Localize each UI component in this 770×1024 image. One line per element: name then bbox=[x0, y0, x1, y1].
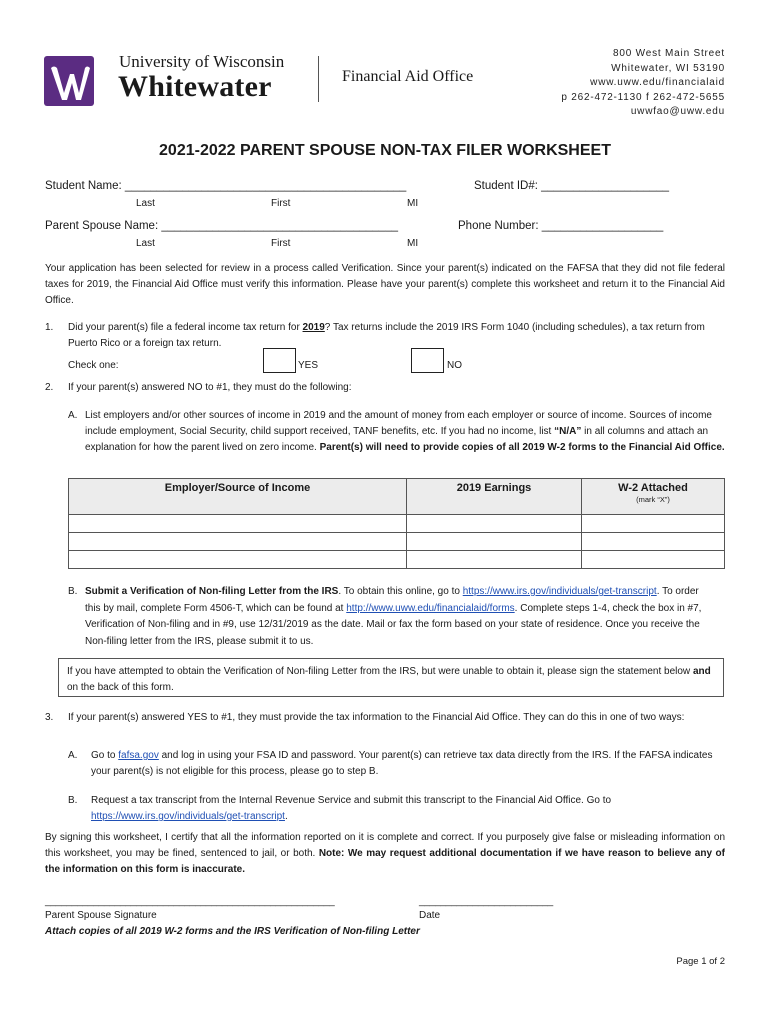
label-mi: MI bbox=[407, 238, 419, 249]
w2-cell[interactable] bbox=[582, 551, 725, 569]
university-name-line2: Whitewater bbox=[118, 70, 272, 103]
col-earnings: 2019 Earnings bbox=[407, 479, 582, 515]
address-line: p 262-472-1130 f 262-472-5655 bbox=[561, 91, 725, 103]
label-last: Last bbox=[136, 238, 155, 249]
table-row bbox=[69, 515, 725, 533]
note-and: and bbox=[692, 666, 711, 677]
table-row bbox=[69, 533, 725, 551]
address-line: uwwfao@uww.edu bbox=[630, 106, 725, 117]
earnings-cell[interactable] bbox=[407, 533, 582, 551]
q2-a-text2: in all columns and attach an explanation for how the parent lived on zero income. bbox=[85, 426, 709, 453]
certify-note: Note: We may request additional documentation if we have reason to believe any of the information on this form is inaccurate. bbox=[45, 848, 725, 875]
q3-a-text2: and log in using your FSA ID and password. Your parent(s) can retrieve tax data directly from the IRS. If the FAFSA indicates your parent(s) is not eligible for this process, please go to step B. bbox=[91, 750, 713, 777]
q1-text-b: ? Tax returns include the 2019 IRS Form 1040 (including schedules), a tax return from Puerto Rico or a foreign tax return. bbox=[68, 322, 705, 349]
attach-instruction: Attach copies of all 2019 W-2 forms and the IRS Verification of Non-filing Letter bbox=[45, 926, 420, 937]
col-employer: Employer/Source of Income bbox=[69, 479, 407, 515]
q2-b-text2: . To order this by mail, complete Form 4506-T, which can be found at bbox=[85, 586, 699, 614]
check-one-label: Check one: bbox=[68, 360, 119, 371]
q2-text: If your parent(s) answered NO to #1, they must do the following: bbox=[68, 382, 352, 393]
mark-x-note: (mark “X”) bbox=[636, 495, 670, 504]
yes-checkbox[interactable] bbox=[263, 348, 296, 373]
q3-b-text2: . bbox=[284, 811, 288, 822]
parent-spouse-name-field[interactable]: Parent Spouse Name: _____________________________________ bbox=[45, 220, 398, 232]
uw-logo-icon bbox=[44, 56, 94, 106]
signature-line[interactable]: ______________________________________________________ bbox=[45, 896, 335, 907]
address-line: Whitewater, WI 53190 bbox=[611, 62, 725, 74]
q1-text-a: Did your parent(s) file a federal income tax return for bbox=[68, 322, 303, 333]
q1-number: 1. bbox=[45, 322, 54, 333]
q2-b-text3: . Complete steps 1-4, check the box in #7, Verification of Non-filing and in #9, use 12/31/2019 as the date. Mail or fax the form based on your state of residence. Once you receive the Non-filing letter from the IRS, please submit it to us. bbox=[85, 602, 702, 647]
header-divider bbox=[318, 56, 319, 102]
office-address bbox=[561, 47, 725, 120]
note-text2: on the back of this form. bbox=[67, 682, 174, 693]
university-name-line1: University of Wisconsin bbox=[119, 52, 285, 71]
label-mi: MI bbox=[407, 198, 419, 209]
date-line[interactable]: _________________________ bbox=[419, 896, 554, 907]
form-title: 2021-2022 PARENT SPOUSE NON-TAX FILER WORKSHEET bbox=[159, 142, 611, 159]
employer-cell[interactable] bbox=[69, 551, 407, 569]
label-first: First bbox=[271, 198, 291, 209]
table-row bbox=[69, 551, 725, 569]
q2-a-text1: List employers and/or other sources of income in 2019 and the amount of money from each employer or source of income. Sources of income include employment, Social Security, child support received, TANF benefits, etc. If you had no income, list bbox=[85, 410, 712, 437]
q3-b-label: B. bbox=[68, 795, 78, 806]
w2-cell[interactable] bbox=[582, 515, 725, 533]
earnings-cell[interactable] bbox=[407, 551, 582, 569]
q3-a-text bbox=[91, 748, 725, 780]
student-name-field[interactable]: Student Name: ____________________________________________ bbox=[45, 180, 407, 192]
intro-paragraph: Your application has been selected for review in a process called Verification. Since your parent(s) indicated on the FAFSA that they did not file federal taxes for 2019, the Financial Aid Office must verify this information. Please have your parent(s) complete this worksheet and return it to the Financial Aid Office. bbox=[45, 263, 725, 306]
q3-b-text bbox=[91, 793, 703, 825]
q2-b-label: B. bbox=[68, 586, 78, 597]
certify-text: By signing this worksheet, I certify that all the information reported on it is complete and correct. If you purposely give false or misleading information on this worksheet, you may be fined, sentenced to jail, or both. bbox=[45, 832, 725, 859]
income-table bbox=[68, 478, 725, 569]
no-label: NO bbox=[447, 360, 462, 371]
na-text: “N/A” bbox=[554, 426, 582, 437]
no-checkbox[interactable] bbox=[411, 348, 444, 373]
q2-a-text bbox=[85, 408, 725, 456]
fafsa-link[interactable]: fafsa.gov bbox=[118, 750, 159, 761]
yes-label: YES bbox=[298, 360, 319, 371]
label-last: Last bbox=[136, 198, 155, 209]
irs-transcript-link[interactable]: https://www.irs.gov/individuals/get-transcript bbox=[462, 586, 657, 597]
office-name: Financial Aid Office bbox=[342, 68, 474, 85]
col-w2-label: W-2 Attached bbox=[618, 482, 688, 494]
employer-cell[interactable] bbox=[69, 515, 407, 533]
address-line: 800 West Main Street bbox=[613, 48, 725, 59]
q3-number: 3. bbox=[45, 712, 54, 723]
earnings-cell[interactable] bbox=[407, 515, 582, 533]
q3-text: If your parent(s) answered YES to #1, they must provide the tax information to the Financial Aid Office. They can do this in one of two ways: bbox=[68, 712, 685, 723]
q3-b-text1: Request a tax transcript from the Internal Revenue Service and submit this transcript to the Financial Aid Office. Go to bbox=[91, 795, 612, 806]
signature-label: Parent Spouse Signature bbox=[45, 910, 157, 921]
col-w2 bbox=[582, 479, 725, 515]
q1-text bbox=[68, 320, 726, 352]
q2-b-text1: . To obtain this online, go to bbox=[338, 586, 463, 597]
q2-number: 2. bbox=[45, 382, 54, 393]
employer-cell[interactable] bbox=[69, 533, 407, 551]
irs-transcript-link-2[interactable]: https://www.irs.gov/individuals/get-transcript bbox=[91, 811, 285, 822]
q3-a-label: A. bbox=[68, 750, 78, 761]
irs-note-box bbox=[58, 658, 724, 697]
certification-paragraph bbox=[45, 830, 725, 878]
student-id-field[interactable]: Student ID#: ____________________ bbox=[474, 180, 670, 192]
address-line: www.uww.edu/financialaid bbox=[590, 77, 725, 88]
note-text: If you have attempted to obtain the Verification of Non-filing Letter from the IRS, but were unable to obtain it, please sign the statement below bbox=[67, 666, 693, 677]
page-number: Page 1 of 2 bbox=[676, 956, 725, 967]
q2-b-bold: Submit a Verification of Non-filing Letter from the IRS bbox=[85, 586, 339, 597]
w2-requirement: Parent(s) will need to provide copies of all 2019 W-2 forms to the Financial Aid Office. bbox=[319, 442, 725, 453]
q2-a-label: A. bbox=[68, 410, 78, 421]
phone-number-field[interactable]: Phone Number: ___________________ bbox=[458, 220, 664, 232]
w2-cell[interactable] bbox=[582, 533, 725, 551]
q3-a-text1: Go to bbox=[91, 750, 119, 761]
label-first: First bbox=[271, 238, 291, 249]
q2-b-text bbox=[85, 584, 713, 650]
table-header-row bbox=[69, 479, 725, 515]
q1-year: 2019 bbox=[302, 322, 325, 333]
uww-forms-link[interactable]: http://www.uww.edu/financialaid/forms bbox=[346, 602, 515, 614]
date-label: Date bbox=[419, 910, 441, 921]
